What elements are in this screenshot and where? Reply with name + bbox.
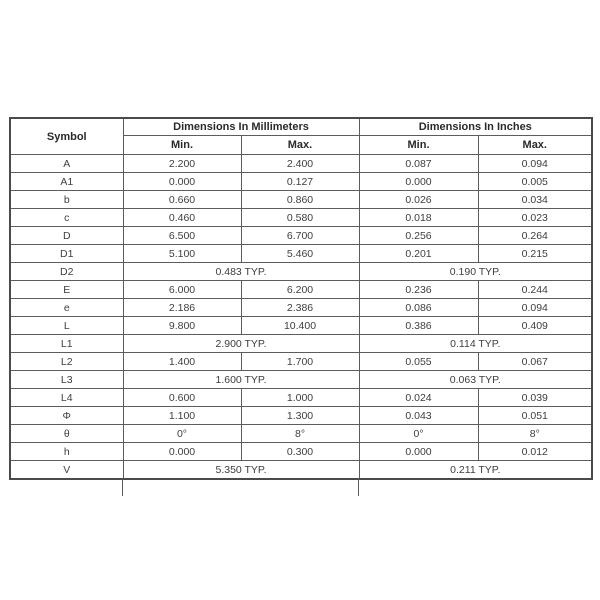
- in-min-cell: 0.236: [359, 281, 478, 299]
- mm-max-cell: 1.300: [241, 407, 359, 425]
- symbol-cell: D2: [10, 263, 123, 281]
- mm-max-cell: 6.200: [241, 281, 359, 299]
- symbol-cell: L3: [10, 371, 123, 389]
- table-row-V: [10, 461, 592, 480]
- mm-typ-cell: 2.900 TYP.: [123, 335, 359, 353]
- table-row-h: [10, 443, 592, 461]
- in-max-cell: 0.034: [478, 191, 592, 209]
- in-max-cell: 8°: [478, 425, 592, 443]
- symbol-cell: A: [10, 155, 123, 173]
- in-min-cell: 0.055: [359, 353, 478, 371]
- symbol-cell: b: [10, 191, 123, 209]
- table-row-L: [10, 317, 592, 335]
- mm-min-cell: 0.000: [123, 443, 241, 461]
- mm-max-cell: 8°: [241, 425, 359, 443]
- mm-min-cell: 9.800: [123, 317, 241, 335]
- symbol-cell: V: [10, 461, 123, 480]
- table-row-L2: [10, 353, 592, 371]
- in-max-cell: 0.039: [478, 389, 592, 407]
- mm-min-cell: 0.660: [123, 191, 241, 209]
- table-row-A1: [10, 173, 592, 191]
- in-min-header: Min.: [359, 136, 478, 155]
- in-typ-cell: 0.211 TYP.: [359, 461, 592, 480]
- mm-max-cell: 0.127: [241, 173, 359, 191]
- symbol-cell: θ: [10, 425, 123, 443]
- in-min-cell: 0.386: [359, 317, 478, 335]
- mm-typ-cell: 0.483 TYP.: [123, 263, 359, 281]
- in-max-cell: 0.094: [478, 155, 592, 173]
- mm-min-cell: 6.500: [123, 227, 241, 245]
- in-typ-cell: 0.063 TYP.: [359, 371, 592, 389]
- mm-min-cell: 2.200: [123, 155, 241, 173]
- symbol-cell: L4: [10, 389, 123, 407]
- dimensions-table: [9, 117, 593, 480]
- in-max-cell: 0.244: [478, 281, 592, 299]
- header-group-row: [10, 118, 592, 136]
- in-max-header: Max.: [478, 136, 592, 155]
- table-row-A: [10, 155, 592, 173]
- mm-min-cell: 0.460: [123, 209, 241, 227]
- in-min-cell: 0.024: [359, 389, 478, 407]
- table-row-phi: [10, 407, 592, 425]
- in-max-cell: 0.005: [478, 173, 592, 191]
- divider-stub-right: [358, 479, 359, 496]
- in-min-cell: 0.043: [359, 407, 478, 425]
- symbol-cell: D1: [10, 245, 123, 263]
- mm-max-cell: 0.300: [241, 443, 359, 461]
- mm-min-cell: 0.000: [123, 173, 241, 191]
- symbol-cell: D: [10, 227, 123, 245]
- symbol-cell: Φ: [10, 407, 123, 425]
- table-row-L3: [10, 371, 592, 389]
- table-row-b: [10, 191, 592, 209]
- mm-max-cell: 1.000: [241, 389, 359, 407]
- mm-max-cell: 1.700: [241, 353, 359, 371]
- in-min-cell: 0.201: [359, 245, 478, 263]
- mm-max-cell: 6.700: [241, 227, 359, 245]
- table-row-theta: [10, 425, 592, 443]
- in-min-cell: 0.087: [359, 155, 478, 173]
- mm-typ-cell: 5.350 TYP.: [123, 461, 359, 480]
- mm-typ-cell: 1.600 TYP.: [123, 371, 359, 389]
- symbol-cell: h: [10, 443, 123, 461]
- in-min-cell: 0.086: [359, 299, 478, 317]
- table-row-e: [10, 299, 592, 317]
- table-row-D: [10, 227, 592, 245]
- in-min-cell: 0°: [359, 425, 478, 443]
- mm-group-header: Dimensions In Millimeters: [123, 118, 359, 136]
- mm-max-cell: 10.400: [241, 317, 359, 335]
- mm-min-cell: 1.100: [123, 407, 241, 425]
- mm-min-cell: 0.600: [123, 389, 241, 407]
- table-row-L4: [10, 389, 592, 407]
- mm-max-cell: 0.860: [241, 191, 359, 209]
- in-min-cell: 0.000: [359, 443, 478, 461]
- mm-max-cell: 0.580: [241, 209, 359, 227]
- in-max-cell: 0.023: [478, 209, 592, 227]
- mm-max-cell: 5.460: [241, 245, 359, 263]
- in-typ-cell: 0.190 TYP.: [359, 263, 592, 281]
- in-max-cell: 0.094: [478, 299, 592, 317]
- mm-min-cell: 6.000: [123, 281, 241, 299]
- in-max-cell: 0.264: [478, 227, 592, 245]
- symbol-cell: L2: [10, 353, 123, 371]
- table-row-D2: [10, 263, 592, 281]
- mm-min-cell: 5.100: [123, 245, 241, 263]
- in-max-cell: 0.409: [478, 317, 592, 335]
- symbol-cell: L: [10, 317, 123, 335]
- table-row-D1: [10, 245, 592, 263]
- mm-min-cell: 0°: [123, 425, 241, 443]
- mm-min-header: Min.: [123, 136, 241, 155]
- divider-stub-left: [122, 479, 123, 496]
- symbol-cell: L1: [10, 335, 123, 353]
- in-min-cell: 0.018: [359, 209, 478, 227]
- in-max-cell: 0.051: [478, 407, 592, 425]
- in-max-cell: 0.215: [478, 245, 592, 263]
- symbol-cell: E: [10, 281, 123, 299]
- in-min-cell: 0.000: [359, 173, 478, 191]
- in-max-cell: 0.067: [478, 353, 592, 371]
- in-max-cell: 0.012: [478, 443, 592, 461]
- symbol-header: Symbol: [10, 118, 123, 155]
- symbol-cell: c: [10, 209, 123, 227]
- mm-min-cell: 2.186: [123, 299, 241, 317]
- table-row-c: [10, 209, 592, 227]
- mm-max-header: Max.: [241, 136, 359, 155]
- table-row-L1: [10, 335, 592, 353]
- in-typ-cell: 0.114 TYP.: [359, 335, 592, 353]
- mm-max-cell: 2.386: [241, 299, 359, 317]
- in-min-cell: 0.256: [359, 227, 478, 245]
- in-min-cell: 0.026: [359, 191, 478, 209]
- symbol-cell: A1: [10, 173, 123, 191]
- table-row-E: [10, 281, 592, 299]
- mm-min-cell: 1.400: [123, 353, 241, 371]
- symbol-cell: e: [10, 299, 123, 317]
- mm-max-cell: 2.400: [241, 155, 359, 173]
- in-group-header: Dimensions In Inches: [359, 118, 592, 136]
